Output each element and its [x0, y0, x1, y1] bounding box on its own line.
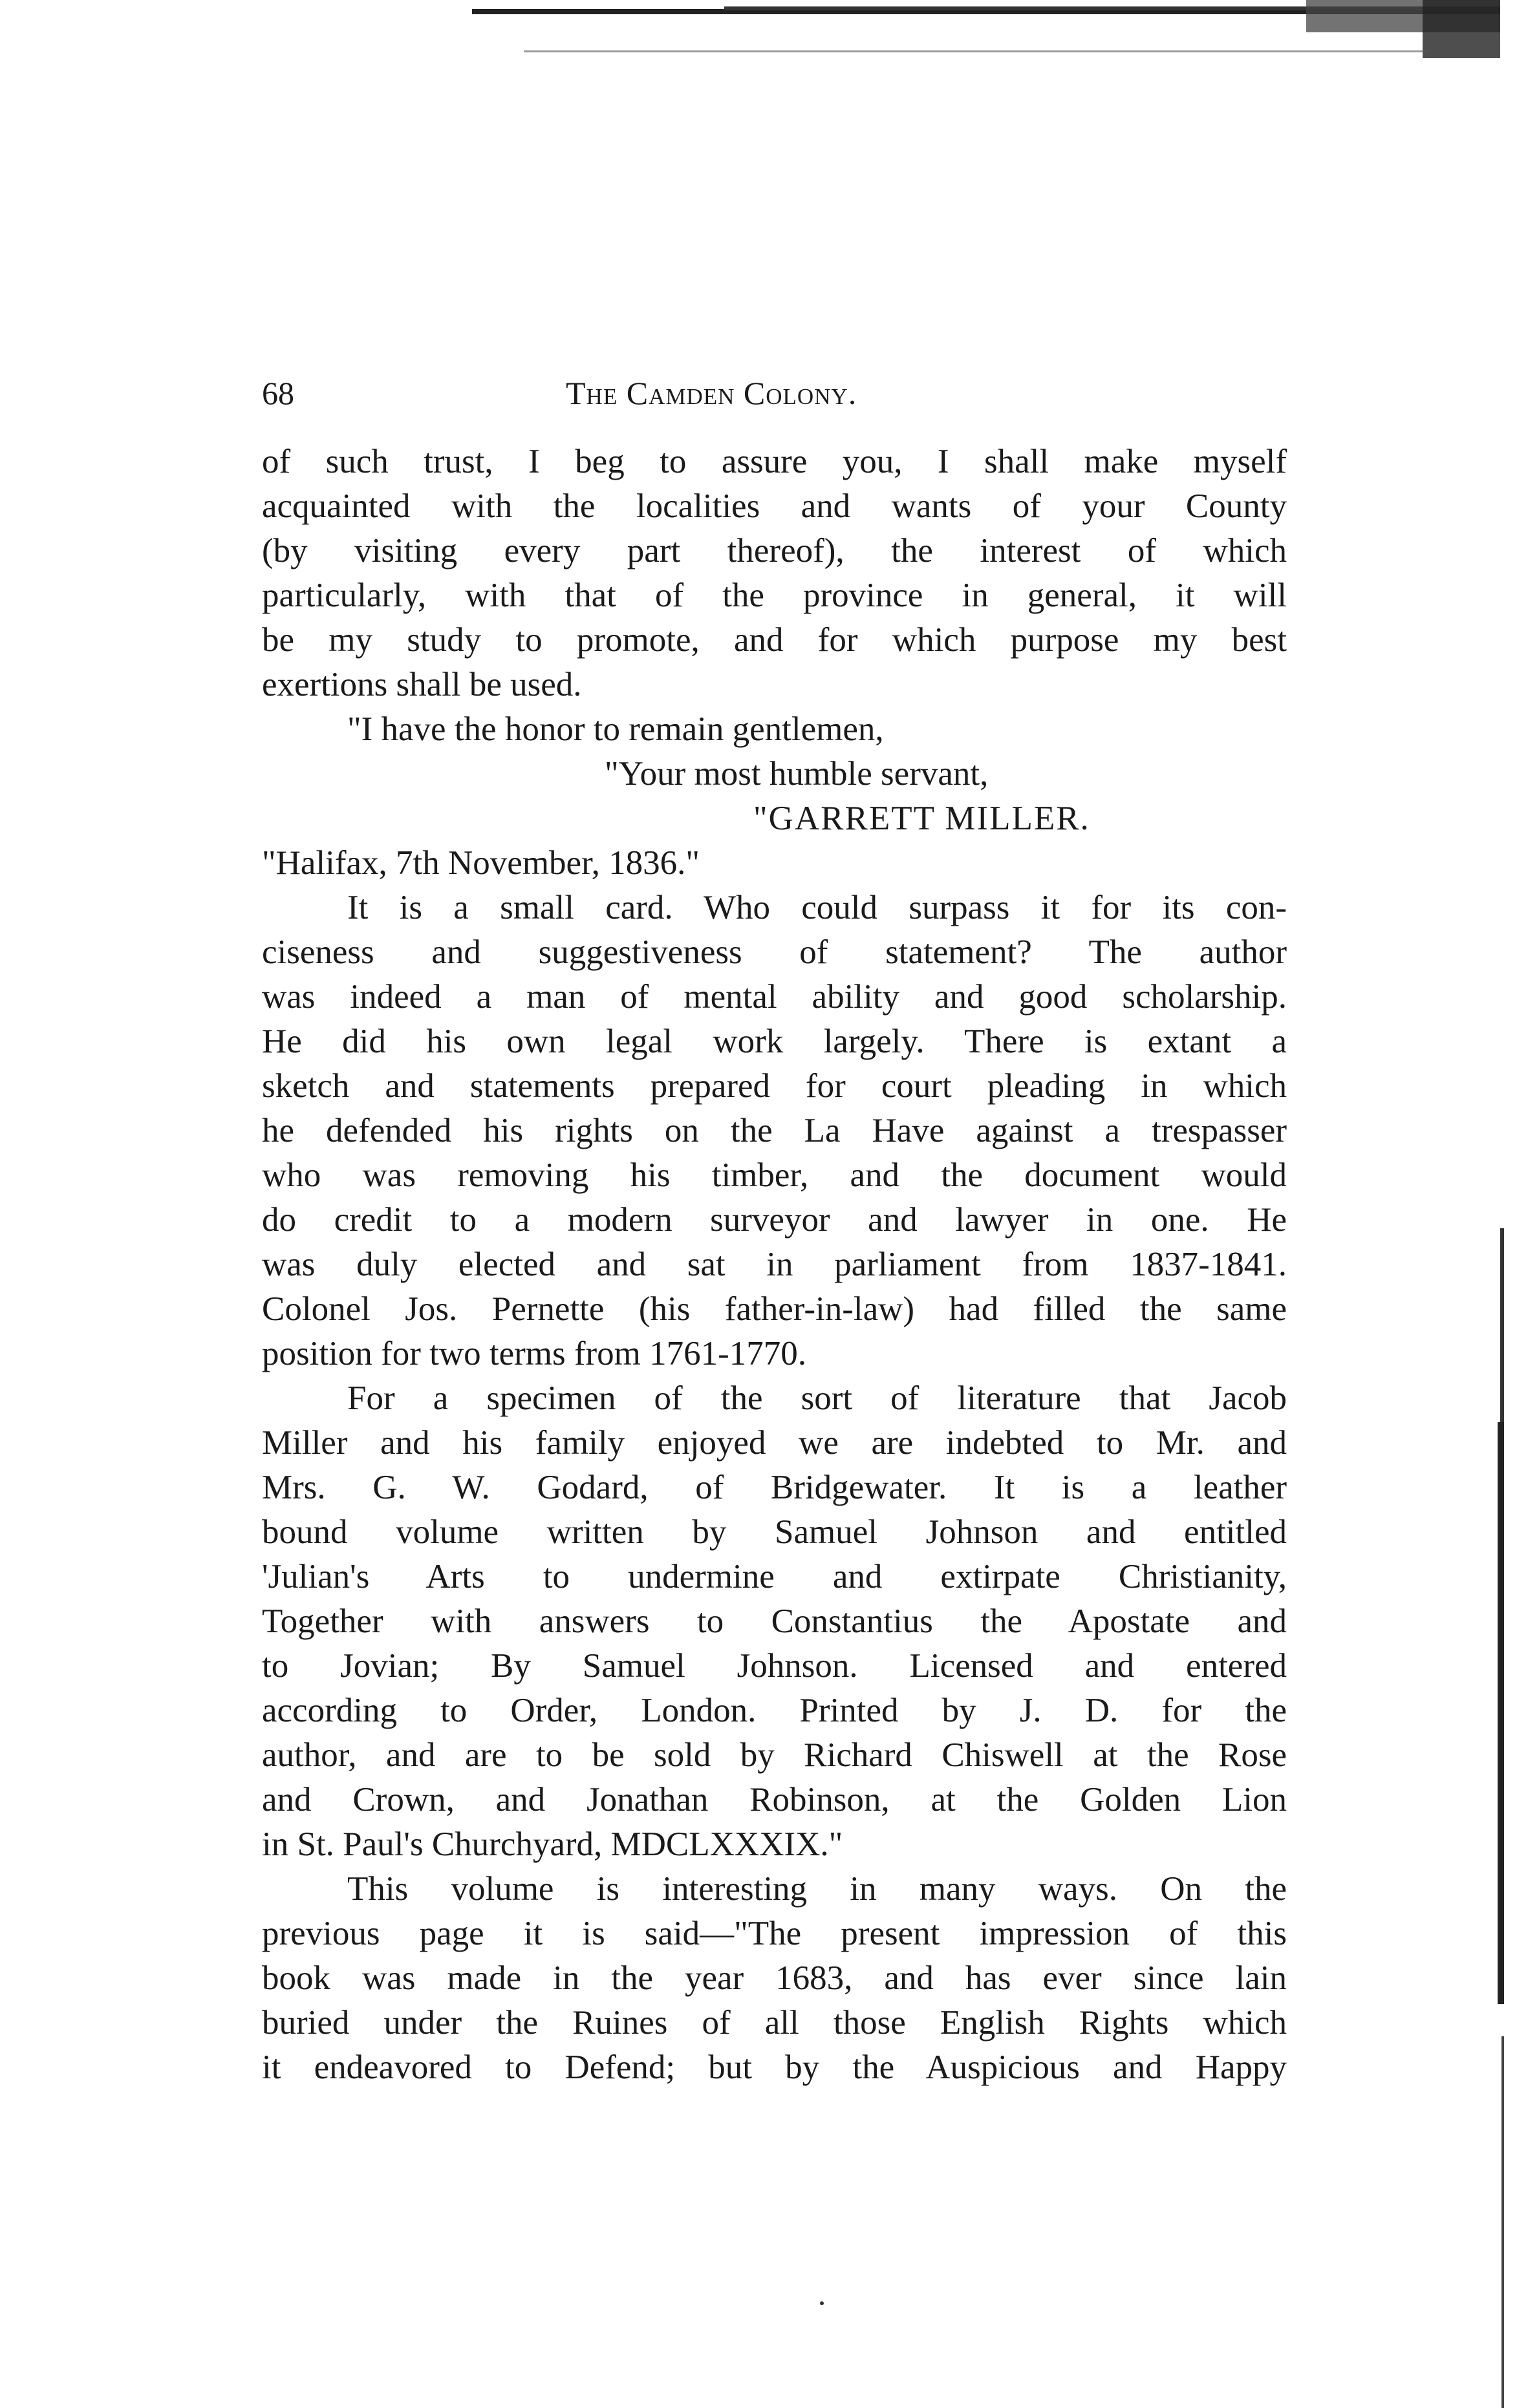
paragraph-end — [262, 1822, 1287, 1867]
text-line: author, and are to be sold by Richard Chiswell at the Rose — [262, 1736, 1287, 1774]
text-line: who was removing his timber, and the document would — [262, 1156, 1287, 1194]
text-line: buried under the Ruines of all those English Rights which — [262, 2004, 1287, 2041]
text-line: was indeed a man of mental ability and good scholarship. — [262, 978, 1287, 1016]
text-line: Mrs. G. W. Godard, of Bridgewater. It is a leather — [262, 1469, 1287, 1506]
text-line: Miller and his family enjoyed we are indebted to Mr. and — [262, 1424, 1287, 1462]
scan-edge-artifact — [466, 0, 1500, 58]
text-line: It is a small card. Who could surpass it for its con- — [347, 889, 1287, 926]
text-line: For a specimen of the sort of literature that Jacob — [347, 1380, 1287, 1417]
text-line: and Crown, and Jonathan Robinson, at the Golden Lion — [262, 1781, 1287, 1818]
running-title: The Camden Colony. — [566, 375, 857, 411]
text-line: (by visiting every part thereof), the interest of which — [262, 532, 1287, 570]
text-line: Together with answers to Constantius the Apostate and — [262, 1603, 1287, 1640]
text-line: sketch and statements prepared for court pleading in which — [262, 1067, 1287, 1105]
text-line: 'Julian's Arts to undermine and extirpate Christianity, — [262, 1558, 1287, 1595]
text-line: ciseness and suggestiveness of statement? The author — [262, 933, 1287, 971]
text-line: book was made in the year 1683, and has ever since lain — [262, 1959, 1287, 1997]
paragraph — [262, 886, 1287, 1332]
paragraph-end — [262, 663, 1287, 707]
text-line: do credit to a modern surveyor and lawyer in one. He — [262, 1201, 1287, 1239]
text-line: be my study to promote, and for which purpose my best — [262, 621, 1287, 659]
text-line: to Jovian; By Samuel Johnson. Licensed and entered — [262, 1647, 1287, 1685]
text-line: bound volume written by Samuel Johnson and entitled — [262, 1513, 1287, 1551]
text-line: previous page it is said—"The present impression of this — [262, 1915, 1287, 1952]
scan-speck — [820, 2301, 824, 2305]
text-line: Colonel Jos. Pernette (his father-in-law) had filled the same — [262, 1290, 1287, 1328]
text-line: he defended his rights on the La Have against a trespasser — [262, 1112, 1287, 1149]
text-line: according to Order, London. Printed by J. D. for the — [262, 1692, 1287, 1729]
paragraph-end — [262, 1332, 1287, 1376]
text-line: He did his own legal work largely. There is extant a — [262, 1023, 1287, 1060]
text-line: exertions shall be used. — [262, 666, 582, 703]
text-line: it endeavored to Defend; but by the Auspicious and Happy — [262, 2049, 1287, 2086]
text-line: particularly, with that of the province in general, it will — [262, 577, 1287, 614]
text-line: was duly elected and sat in parliament from 1837-1841. — [262, 1246, 1287, 1283]
text-line: of such trust, I beg to assure you, I shall make myself — [262, 443, 1287, 480]
page-number: 68 — [262, 375, 294, 411]
paragraph — [262, 440, 1287, 663]
text-line: This volume is interesting in many ways. On the — [347, 1870, 1287, 1908]
text-line: position for two terms from 1761-1770. — [262, 1335, 807, 1372]
text-line: acquainted with the localities and wants of your County — [262, 487, 1287, 525]
letter-closing: "I have the honor to remain gentlemen, — [347, 710, 884, 748]
letter-dateline: "Halifax, 7th November, 1836." — [262, 844, 700, 882]
text-line: in St. Paul's Churchyard, MDCLXXXIX." — [262, 1826, 843, 1863]
letter-signature: "GARRETT MILLER. — [753, 800, 1090, 837]
paragraph — [262, 1867, 1287, 2090]
letter-valediction: "Your most humble servant, — [605, 755, 989, 793]
scan-edge-artifact — [1491, 1228, 1517, 2408]
body-text — [262, 440, 1287, 2090]
paragraph — [262, 1376, 1287, 1822]
